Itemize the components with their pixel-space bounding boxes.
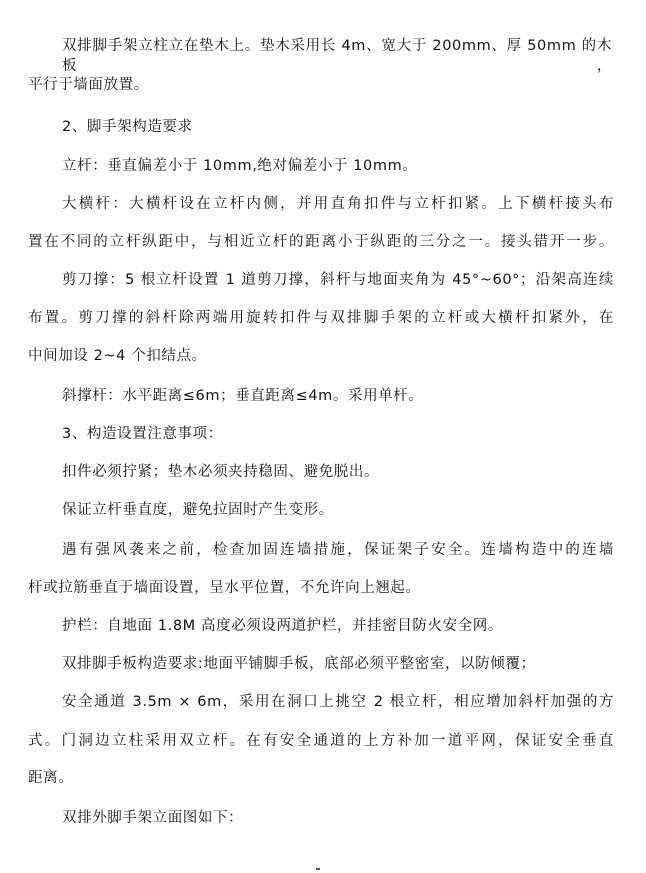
paragraph-line: 平行于墙面放置。: [28, 77, 149, 93]
paragraph-line: 保证立杆垂直度，避免拉固时产生变形。: [62, 502, 334, 518]
paragraph-line: 剪刀撑：5 根立杆设置 1 道剪刀撑，斜杆与地面夹角为 45°~60°；沿架高连续: [62, 272, 614, 288]
paragraph-line: 扣件必须拧紧；垫木必须夹持稳固、避免脱出。: [62, 464, 380, 480]
paragraph-line: 斜撑杆：水平距离≤6m；垂直距离≤4m。采用单杆。: [62, 388, 424, 404]
paragraph-line: 大横杆：大横杆设在立杆内侧，并用直角扣件与立杆扣紧。上下横杆接头布: [62, 196, 614, 212]
paragraph-line: 立杆：垂直偏差小于 10mm,绝对偏差小于 10mm。: [62, 158, 418, 174]
paragraph-line: 双排脚手板构造要求:地面平铺脚手板，底部必须平整密室，以防倾覆；: [62, 656, 536, 672]
section-heading: 3、构造设置注意事项：: [62, 426, 223, 442]
paragraph-line: 置在不同的立杆纵距中，与相近立杆的距离小于纵距的三分之一。接头错开一步。: [28, 234, 614, 250]
paragraph-line: 双排外脚手架立面图如下：: [62, 810, 244, 826]
page-mark: [316, 868, 320, 870]
paragraph-line: 布置。剪刀撑的斜杆除两端用旋转扣件与双排脚手架的立杆或大横杆扣紧外，在: [28, 310, 614, 326]
paragraph-line: 遇有强风袭来之前，检查加固连墙措施，保证架子安全。连墙构造中的连墙: [62, 542, 614, 558]
paragraph-line: 安全通道 3.5m × 6m，采用在洞口上挑空 2 根立杆，相应增加斜杆加强的方: [62, 694, 614, 710]
paragraph-line: 式。门洞边立柱采用双立杆。在有安全通道的上方补加一道平网，保证安全垂直: [28, 733, 614, 749]
paragraph-line: 双排脚手架立柱立在垫木上。垫木采用长 4m、宽大于 200mm、厚 50mm 的木板，: [62, 38, 612, 74]
paragraph-line: 护栏：自地面 1.8M 高度必须设两道护栏，并挂密目防火安全网。: [62, 618, 503, 634]
section-heading: 2、脚手架构造要求: [62, 119, 193, 135]
paragraph-line: 杆或拉筋垂直于墙面设置，呈水平位置，不允许向上翘起。: [28, 580, 421, 596]
paragraph-line: 中间加设 2~4 个扣结点。: [28, 348, 207, 364]
paragraph-line: 距离。: [28, 770, 74, 786]
